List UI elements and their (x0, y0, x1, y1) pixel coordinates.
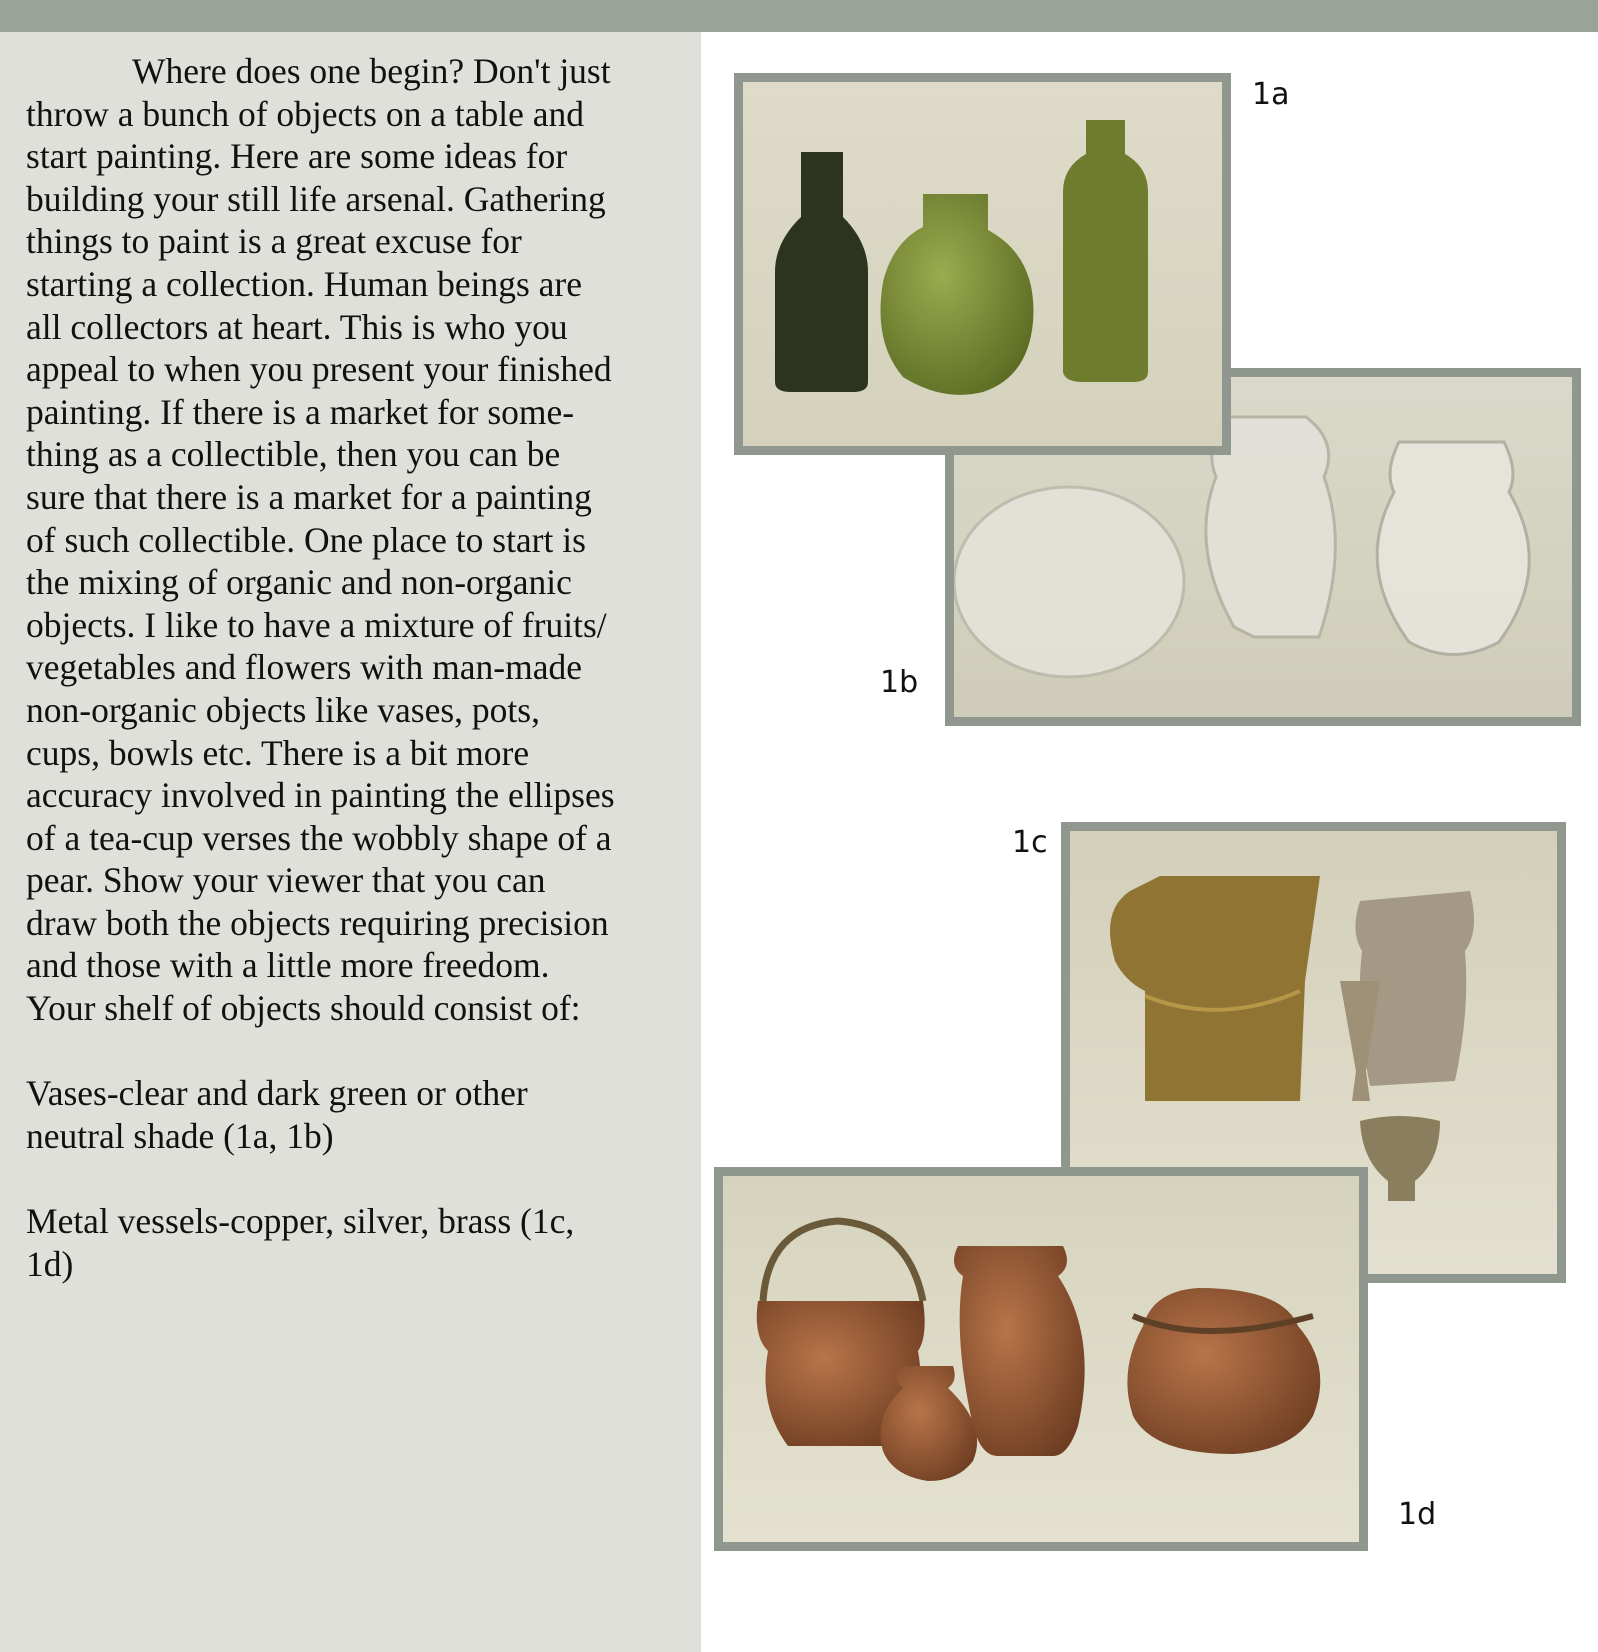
clear-round-bowl-vase (954, 487, 1184, 677)
clear-urn-vase (1377, 442, 1529, 655)
intro-paragraph: Where does one begin? Don't just throw a bunch of objects on a table and start painting. Here are some ideas for building your still life arsenal. Gathering things to paint is a great excuse for starting a collection. Human beings are all collectors at heart. This is who you appeal to when you present your finished painting. If there is a market for some- thing as a collectible, then you can be sure that there is a market for a painting of such collectible. One place to start is the mixing of organic and non-organic objects. I like to have a mixture of fruits/ vegetables and flowers with man-made non-organic objects like vases, pots, cups, bowls etc. There is a bit more accuracy involved in painting the ellipses of a tea-cup verses the wobbly shape of a pear. Show your viewer that you can draw both the objects requiring precision and those with a little more freedom. Your shelf of objects should consist of: (26, 51, 615, 1029)
photo-1a-green-glass-bottles (734, 73, 1231, 455)
caption-1b: 1b (880, 665, 919, 700)
top-bar (0, 0, 1598, 32)
caption-1d: 1d (1398, 1497, 1437, 1532)
photo-1d-copper-pots (714, 1167, 1368, 1551)
caption-1c: 1c (1012, 825, 1048, 860)
caption-1a: 1a (1252, 77, 1290, 112)
article-body (26, 50, 676, 1285)
vases-paragraph: Vases-clear and dark green or other neutral shade (1a, 1b) (26, 1073, 528, 1156)
metal-vessels-paragraph: Metal vessels-copper, silver, brass (1c, 1d) (26, 1201, 575, 1284)
